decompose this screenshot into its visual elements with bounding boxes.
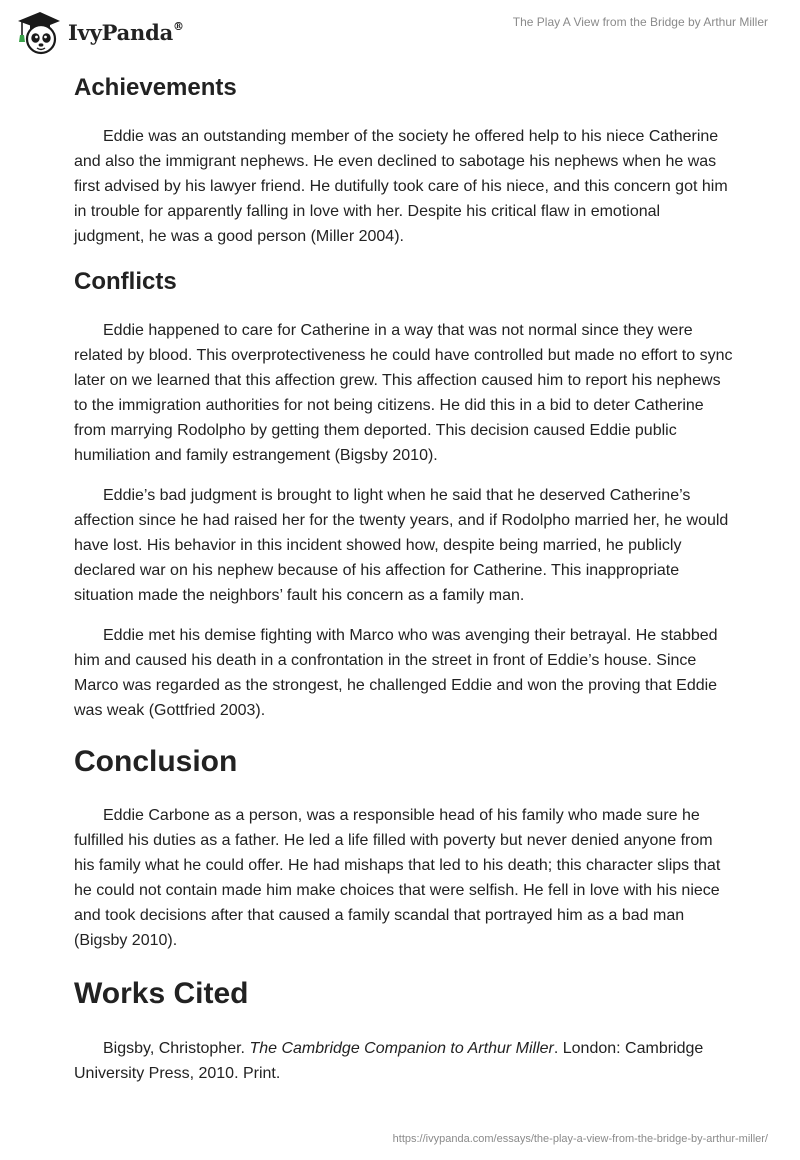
logo-wordmark: IvyPanda®	[68, 19, 184, 45]
panda-graduate-icon	[14, 9, 62, 55]
paragraph: Eddie met his demise fighting with Marco who was avenging their betrayal. He stabbed him and caused his death in a confrontation in the street in front of Eddie’s house. Since Marco was regarded as the strongest, he challenged Eddie and won the proving that Eddie was weak (Gottfried 2003).	[74, 627, 718, 719]
citation-entry: Bigsby, Christopher. The Cambridge Companion to Arthur Miller. London: Cambridge University Press, 2010. Print.	[74, 1040, 704, 1082]
paragraph: Eddie Carbone as a person, was a responsible head of his family who made sure he fulfilled his duties as a father. He led a life filled with poverty but never denied anyone from his family what he could offer. He had mishaps that led to his death; this character slips that he could not contain made him make choices that were selfish. He fell in love with his niece and took decisions after that caused a family scandal that portrayed him as a bad man (Bigsby 2010).	[74, 807, 721, 949]
document-title: The Play A View from the Bridge by Arthur Miller	[512, 15, 768, 29]
heading-conflicts: Conflicts	[74, 268, 177, 295]
ivypanda-logo[interactable]	[14, 8, 184, 56]
citation-book-title: The Cambridge Companion to Arthur Miller	[249, 1040, 554, 1057]
essay-content	[74, 72, 734, 1086]
heading-conclusion: Conclusion	[74, 745, 238, 778]
source-url[interactable]: https://ivypanda.com/essays/the-play-a-view-from-the-bridge-by-arthur-miller/	[392, 1133, 768, 1145]
heading-achievements: Achievements	[74, 74, 237, 101]
paragraph: Eddie’s bad judgment is brought to light when he said that he deserved Catherine’s affection since he had raised her for the twenty years, and if Rodolpho married her, he would have lost. His behavior in this incident showed how, despite being married, he publicly declared war on his nephew because of his affection for Catherine. This inappropriate situation made the neighbors’ fault his concern as a family man.	[74, 487, 729, 604]
paragraph: Eddie was an outstanding member of the society he offered help to his niece Catherine and also the immigrant nephews. He even declined to sabotage his nephews when he was first advised by his lawyer friend. He dutifully took care of his niece, and this concern got him in trouble for apparently falling in love with her. Despite his critical flaw in emotional judgment, he was a good person (Miller 2004).	[74, 128, 728, 245]
heading-works-cited: Works Cited	[74, 977, 249, 1010]
paragraph: Eddie happened to care for Catherine in a way that was not normal since they were related by blood. This overprotectiveness he could have controlled but made no effort to sync later on we learned that this affection grew. This affection caused him to report his nephews to the immigration authorities for not being citizens. He did this in a bid to deter Catherine from marrying Rodolpho by getting them deported. This decision caused Eddie public humiliation and family estrangement (Bigsby 2010).	[74, 322, 733, 464]
